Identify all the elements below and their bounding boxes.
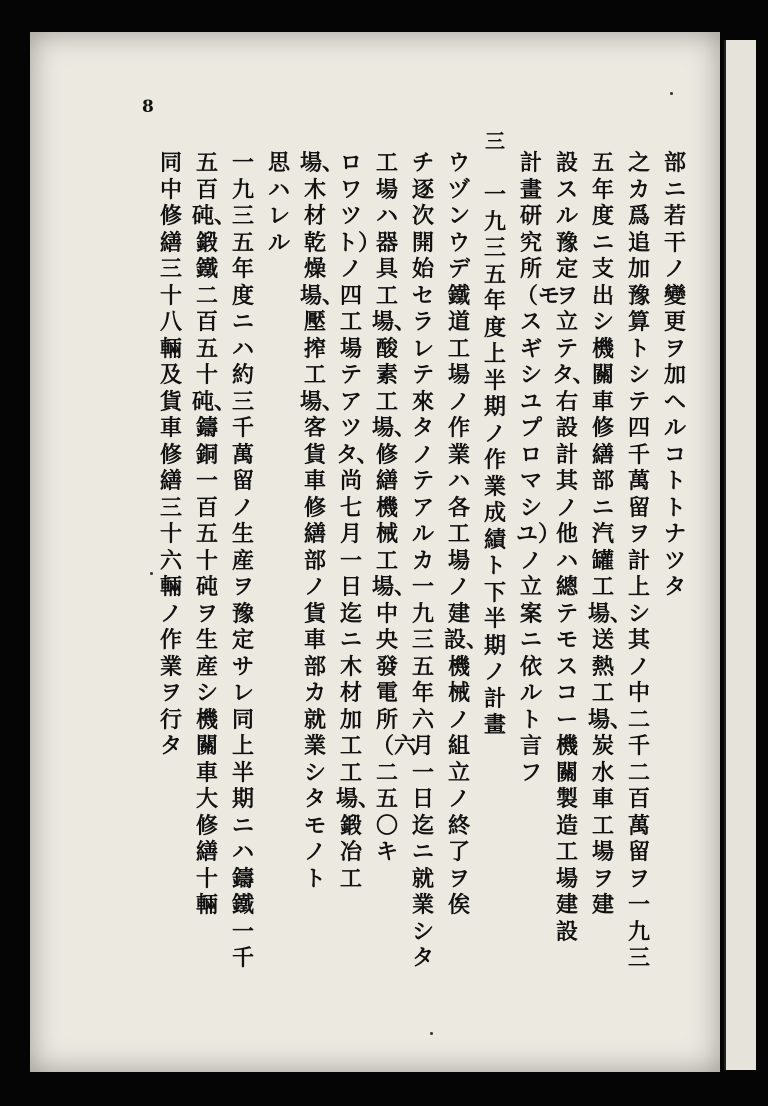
text-column-5: 計畫研究所（モスギシユプロマシユ）ノ立案ニ依ルト言フ <box>516 150 561 786</box>
text-column-1: 部ニ若干ノ變更ヲ加ヘルコトトナツタ <box>663 150 686 600</box>
text-column-9: ロワツト）ノ四工場テアツタ、尚七月一日迄ニ木材加工工場、鍛冶工 <box>336 150 381 892</box>
text-column-4: 設スル豫定ヲ立テタ、右設計其ノ他ハ總テモスコー機關製造工場建設 <box>552 150 595 945</box>
text-column-7: チ逐次開始セラレテ來タノテアルカ一九三五年六月一日迄ニ就業シタ <box>411 150 434 971</box>
text-column-10: 場、木材乾燥場、壓搾工場、客貨車修繕部ノ貨車部カ就業シタモノト <box>300 150 345 892</box>
adjacent-page-edge <box>724 40 756 1070</box>
text-column-11: 思ハレル <box>267 150 290 256</box>
document-page <box>30 32 720 1072</box>
section-number: 三 <box>485 129 505 153</box>
scan-speck <box>150 572 153 575</box>
text-column-6: ウヅン ウデ鐵道工場ノ作業ハ各工場ノ建設、機械ノ組立ノ終了ヲ俟 <box>444 150 493 918</box>
scan-speck <box>670 92 673 95</box>
scan-speck <box>430 1032 433 1035</box>
text-column-2: 之カ爲追加豫算トシテ四千萬留ヲ計上シ其ノ中二千二百萬留ヲ一九三 <box>627 150 650 971</box>
page-number: 8 <box>142 97 154 117</box>
text-column-8: 工場ハ器具工場、酸素工場、修繕機械工場、中央發電所（六二五〇キ <box>372 150 417 865</box>
text-column-13: 五百砘、鍛鐵二百五十砘、鑄銅一百五十砘ヲ生産シ機關車大修繕十輛 <box>192 150 237 918</box>
text-column-12: 一九三五年度ニハ約三千萬留ノ生産ヲ豫定サレ同上半期ニハ鑄鐵一千 <box>231 150 254 971</box>
text-column-3: 五年度ニ支出シ機關車修繕部ニ汽罐工場、送熱工場、炭水車工場ヲ建 <box>588 150 633 918</box>
section-heading: 一九三五年度上半期ノ作業成績ト下半期ノ計畫 <box>483 182 506 738</box>
text-column-14: 同中修繕三十八輛及貨車修繕三十六輛ノ作業ヲ行タ <box>159 150 182 759</box>
